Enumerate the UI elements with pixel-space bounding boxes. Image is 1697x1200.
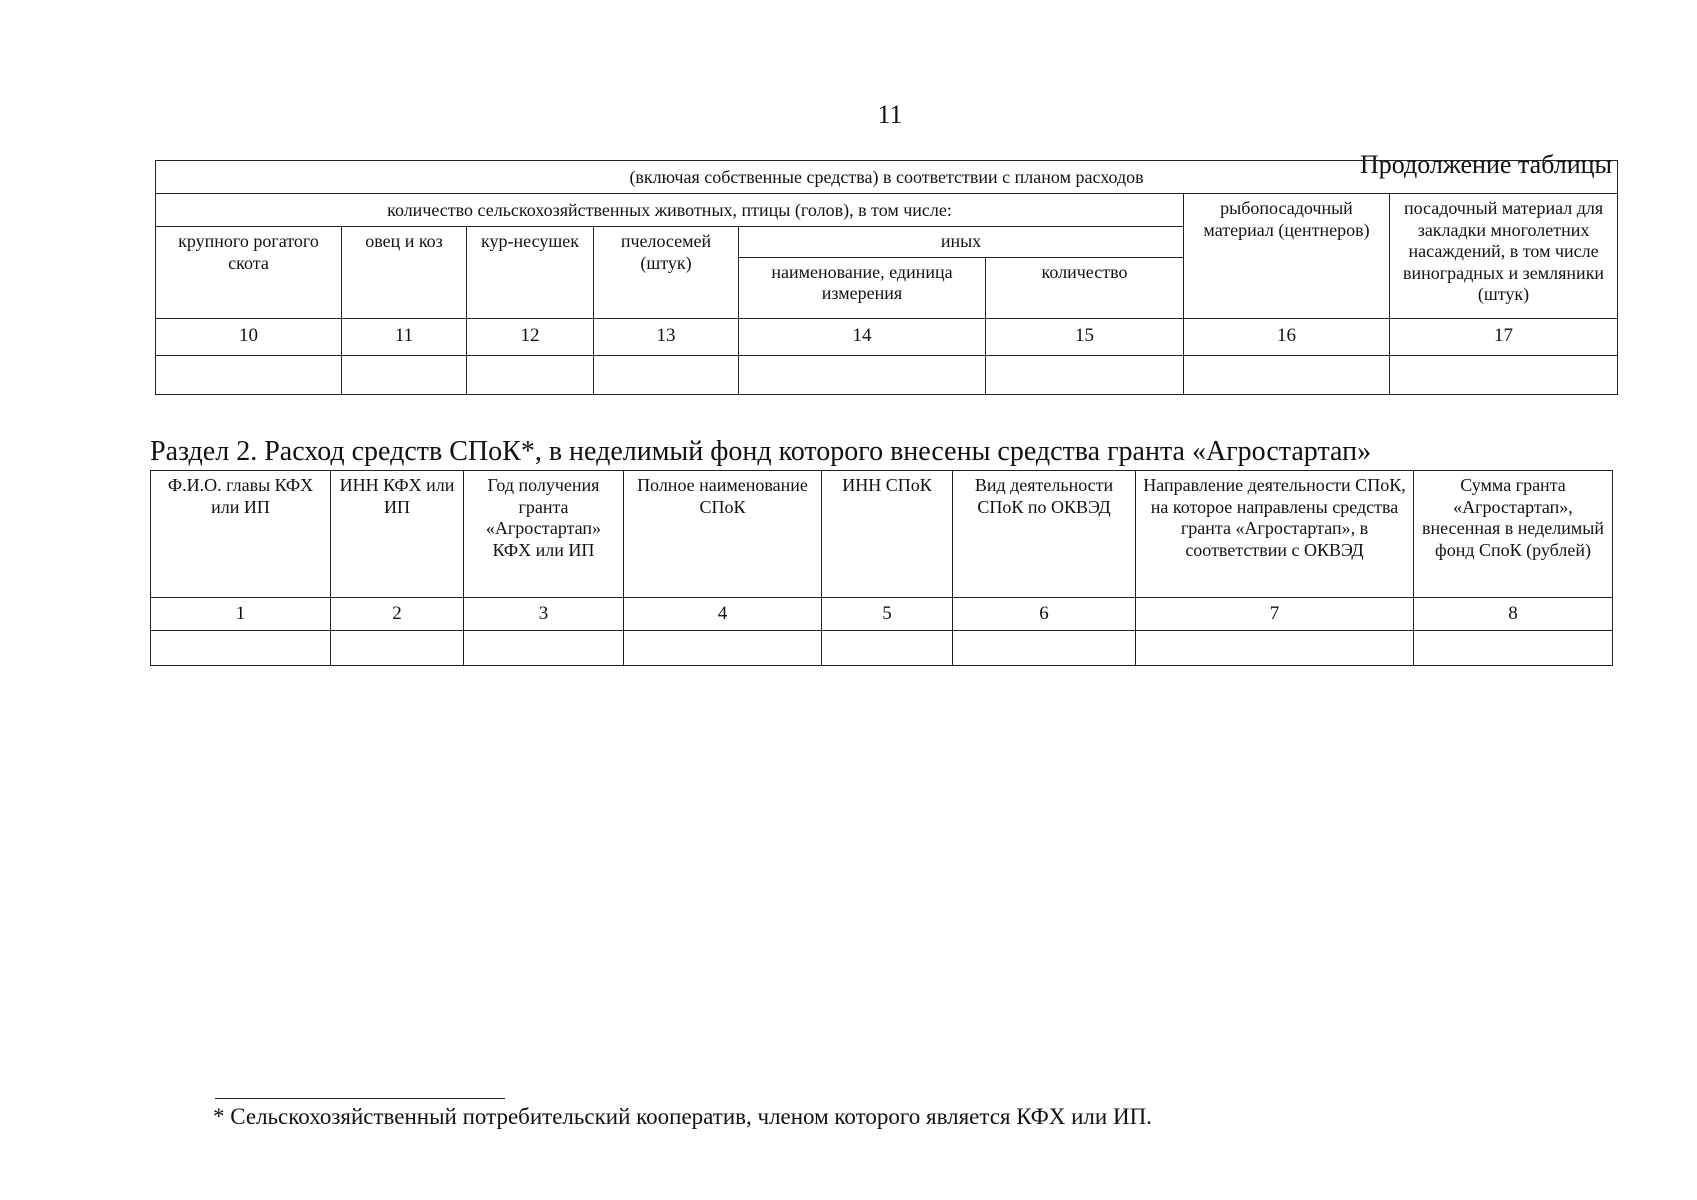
column-number: 11 <box>342 318 467 355</box>
empty-cell[interactable] <box>1184 355 1390 394</box>
empty-cell[interactable] <box>986 355 1184 394</box>
column-numbers-row <box>151 598 1613 631</box>
column-number: 8 <box>1414 598 1613 631</box>
empty-cell[interactable] <box>953 631 1136 666</box>
header-fish-material: рыбопосадочный материал (центнеров) <box>1184 194 1390 319</box>
empty-cell[interactable] <box>822 631 953 666</box>
column-number: 13 <box>594 318 739 355</box>
empty-cell[interactable] <box>1136 631 1414 666</box>
column-numbers-row <box>156 318 1618 355</box>
empty-cell[interactable] <box>467 355 594 394</box>
table-row <box>151 631 1613 666</box>
header-activity-direction: Направление деятельности СПоК, на которое направлены средства гранта «Агростартап», в соответствии с ОКВЭД <box>1136 471 1414 598</box>
empty-cell[interactable] <box>331 631 464 666</box>
column-number: 4 <box>624 598 822 631</box>
column-number: 14 <box>739 318 986 355</box>
header-inn-spok: ИНН СПоК <box>822 471 953 598</box>
header-spok-full-name: Полное наименование СПоК <box>624 471 822 598</box>
footnote: * Сельскохозяйственный потребительский кооператив, членом которого является КФХ или ИП. <box>213 1104 1152 1129</box>
continuation-label: Продолжение таблицы <box>1360 150 1612 179</box>
column-number: 5 <box>822 598 953 631</box>
header-grant-year: Год получения гранта «Агростартап» КФХ или ИП <box>464 471 624 598</box>
header-activity-type: Вид деятельности СПоК по ОКВЭД <box>953 471 1136 598</box>
column-number: 17 <box>1390 318 1618 355</box>
footnote-rule <box>215 1098 505 1099</box>
section-2-table <box>150 470 1613 666</box>
empty-cell[interactable] <box>1414 631 1613 666</box>
header-planting-material: посадочный материал для закладки многолетних насаждений, в том числе виноградных и земляники (штук) <box>1390 194 1618 319</box>
column-number: 10 <box>156 318 342 355</box>
others-group-header: иных <box>739 227 1184 258</box>
column-number: 7 <box>1136 598 1414 631</box>
table-title-row: (включая собственные средства) в соответствии с планом расходов <box>156 161 1618 194</box>
header-laying-hens: кур-несушек <box>467 227 594 319</box>
empty-cell[interactable] <box>151 631 331 666</box>
column-number: 15 <box>986 318 1184 355</box>
header-sheep-goats: овец и коз <box>342 227 467 319</box>
empty-cell[interactable] <box>624 631 822 666</box>
empty-cell[interactable] <box>464 631 624 666</box>
column-number: 3 <box>464 598 624 631</box>
empty-cell[interactable] <box>156 355 342 394</box>
header-other-name-unit: наименование, единица измерения <box>739 257 986 318</box>
header-cattle: крупного рогатого скота <box>156 227 342 319</box>
header-head-name: Ф.И.О. главы КФХ или ИП <box>151 471 331 598</box>
page-number: 11 <box>877 100 903 129</box>
section-2-title: Раздел 2. Расход средств СПоК*, в неделимый фонд которого внесены средства гранта «Агростартап» <box>150 436 1372 467</box>
column-number: 6 <box>953 598 1136 631</box>
table-row <box>156 355 1618 394</box>
column-number: 12 <box>467 318 594 355</box>
header-inn-farm: ИНН КФХ или ИП <box>331 471 464 598</box>
column-number: 2 <box>331 598 464 631</box>
empty-cell[interactable] <box>342 355 467 394</box>
column-number: 1 <box>151 598 331 631</box>
column-number: 16 <box>1184 318 1390 355</box>
header-grant-amount: Сумма гранта «Агростартап», внесенная в неделимый фонд СпоК (рублей) <box>1414 471 1613 598</box>
header-other-quantity: количество <box>986 257 1184 318</box>
empty-cell[interactable] <box>594 355 739 394</box>
empty-cell[interactable] <box>1390 355 1618 394</box>
animals-group-header: количество сельскохозяйственных животных, птицы (голов), в том числе: <box>156 194 1184 227</box>
empty-cell[interactable] <box>739 355 986 394</box>
header-bee-colonies: пчелосемей (штук) <box>594 227 739 319</box>
continuation-table <box>155 160 1618 395</box>
